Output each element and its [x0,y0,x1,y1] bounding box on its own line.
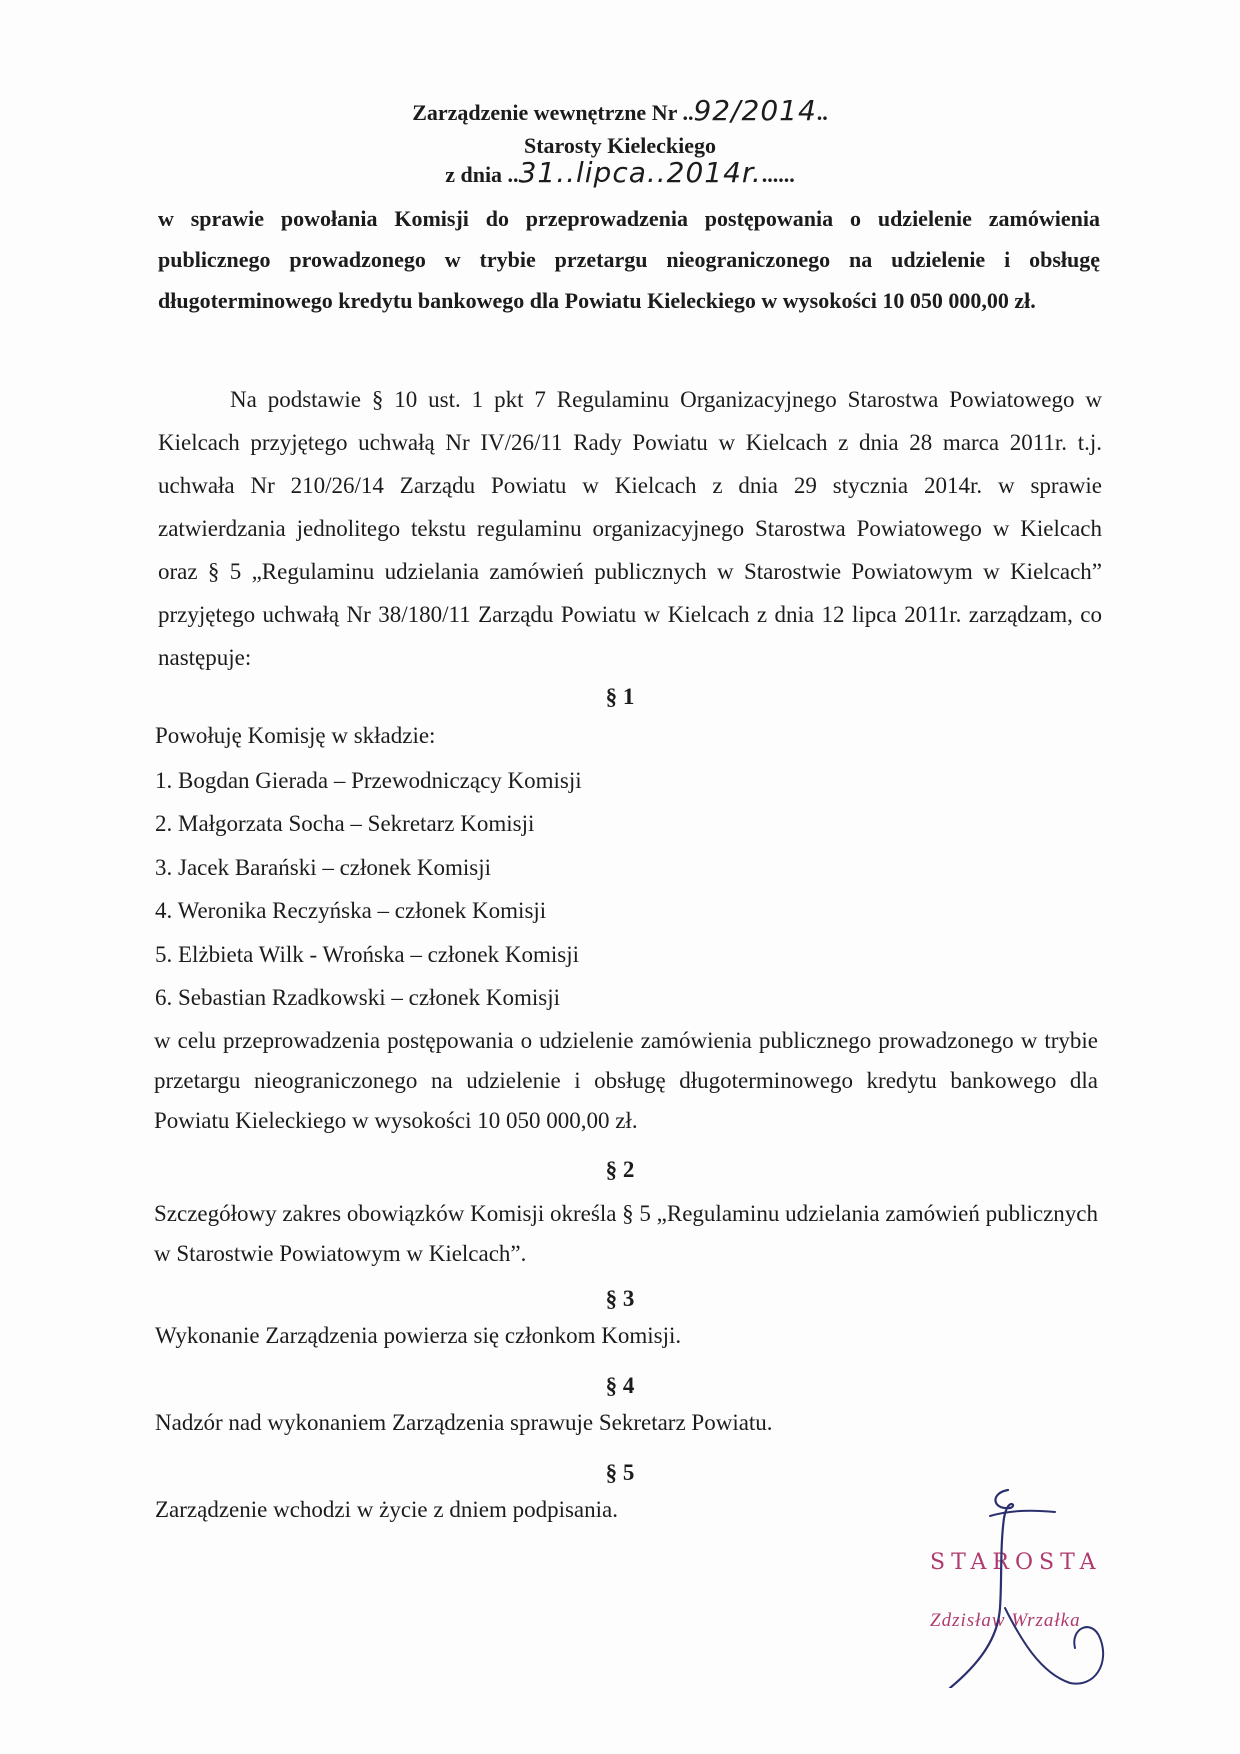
list-item: 1. Bogdan Gierada – Przewodniczący Komisji [155,768,582,793]
legal-basis-paragraph: Na podstawie § 10 ust. 1 pkt 7 Regulaminu Organizacyjnego Starostwa Powiatowego w Kielcach przyjętego uchwałą Nr IV/26/11 Rady Powiatu w Kielcach z dnia 28 marca 2011r. t.j. uchwała Nr 210/26/14 Zarządu Powiatu w Kielcach z dnia 29 stycznia 2014r. w sprawie zatwierdzania jednolitego tekstu regulaminu organizacyjnego Starostwa Powiatowego w Kielcach oraz § 5 „Regulaminu udzielania zamówień publicznych w Starostwie Powiatowym w Kielcach” przyjętego uchwałą Nr 38/180/11 Zarządu Powiatu w Kielcach z dnia 12 lipca 2011r. zarządzam, co następuje: [158,387,1102,670]
issuing-authority: Starosty Kieleckiego [523,133,717,158]
section-2-heading: § 2 [605,1157,635,1182]
document-title [0,96,1240,128]
document-date [0,158,1240,190]
list-item: 3. Jacek Barański – członek Komisji [155,854,491,880]
date-suffix: ...... [761,162,795,187]
section-5-text: Zarządzenie wchodzi w życie z dniem podpisania. [155,1497,618,1522]
committee-members-list [155,759,582,1019]
section-4-heading: § 4 [605,1373,635,1398]
section-1-purpose: w celu przeprowadzenia postępowania o udzielenie zamówienia publicznego prowadzonego w trybie przetargu nieograniczonego na udzielenie i obsługę długoterminowego kredytu bankowego dla Powiatu Kieleckiego w wysokości 10 050 000,00 zł. [154,1028,1098,1133]
date-prefix: z dnia .. [445,162,519,187]
list-item: 4. Weronika Reczyńska – członek Komisji [155,898,547,924]
handwritten-signature [920,1488,1140,1688]
list-item: 2. Małgorzata Socha – Sekretarz Komisji [155,811,535,837]
section-5-heading: § 5 [605,1460,635,1485]
section-3-heading: § 3 [605,1286,635,1311]
section-3-text: Wykonanie Zarządzenia powierza się członkom Komisji. [155,1323,682,1348]
section-2-text: Szczegółowy zakres obowiązków Komisji określa § 5 „Regulaminu udzielania zamówień publicznych w Starostwie Powiatowym w Kielcach”. [154,1201,1098,1266]
section-1-intro: Powołuję Komisję w składzie: [155,723,436,748]
handwritten-number: 92/2014 [693,94,817,127]
official-stamp [920,1488,1140,1688]
stamp-name: Zdzisław Wrzałka [930,1610,1081,1631]
document-subject: w sprawie powołania Komisji do przeprowadzenia postępowania o udzielenie zamówienia publicznego prowadzonego w trybie przetargu nieograniczonego na udzielenie i obsługę długoterminowego kredytu bankowego dla Powiatu Kieleckiego w wysokości 10 050 000,00 zł. [158,206,1100,313]
stamp-title: STAROSTA [930,1550,1102,1575]
title-prefix: Zarządzenie wewnętrzne Nr .. [412,100,694,125]
handwritten-date: 31..lipca..2014r. [518,156,762,189]
list-item: 6. Sebastian Rzadkowski – członek Komisji [155,985,560,1011]
title-suffix: .. [816,100,828,125]
section-4-text: Nadzór nad wykonaniem Zarządzenia sprawuje Sekretarz Powiatu. [155,1410,773,1435]
section-1-heading: § 1 [605,684,635,709]
list-item: 5. Elżbieta Wilk - Wrońska – członek Komisji [155,941,579,967]
